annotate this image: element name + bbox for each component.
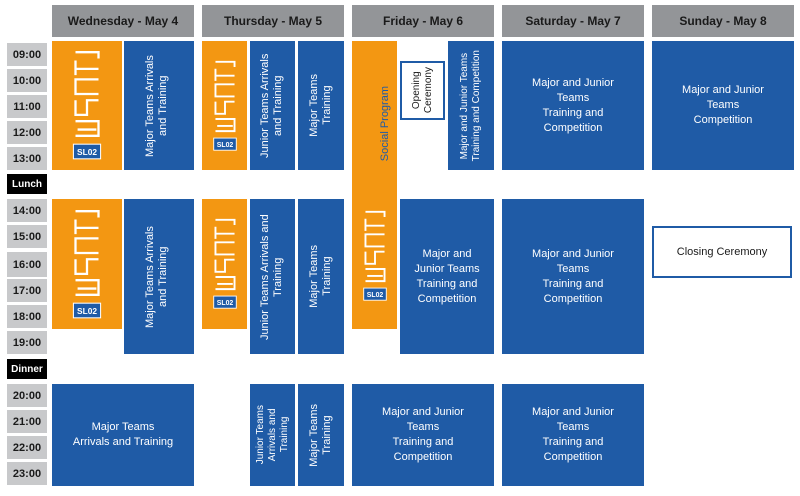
time-1200: 12:00 <box>7 121 47 144</box>
time-2100: 21:00 <box>7 410 47 433</box>
time-1100: 11:00 <box>7 95 47 118</box>
logo-badge-text: SL02 <box>77 305 97 316</box>
logo-graphic <box>212 51 238 161</box>
event-label-line2: Training <box>321 415 333 455</box>
day-header-sunday: Sunday - May 8 <box>652 5 794 37</box>
event-label-line1: Major and Junior <box>532 76 614 89</box>
event-label: Closing Ceremony <box>676 246 768 258</box>
time-1800: 18:00 <box>7 305 47 328</box>
event-label-line2: Teams <box>406 421 440 433</box>
event-label-line2: Teams <box>556 421 590 433</box>
event-label-line1: Major and Junior Teams <box>459 52 470 159</box>
event-label-line1: Junior Teams <box>254 405 266 465</box>
event-label-line2: Arrivals and <box>266 408 278 462</box>
event-label-line3: Training and <box>542 436 604 448</box>
event-label: Major Teams Arrivals and Training <box>144 225 169 328</box>
day-header-saturday: Saturday - May 7 <box>502 5 644 37</box>
event-label <box>308 404 334 467</box>
event-label: Major Teams Arrivals and Training <box>144 54 169 157</box>
event-label-line3: Training and <box>542 277 604 290</box>
tournament-logo-icon <box>70 48 104 163</box>
event-label-line1: Major Teams <box>308 74 320 137</box>
time-1900: 19:00 <box>7 331 47 354</box>
sun-closing-ceremony[interactable] <box>652 226 792 278</box>
event-label-line4: Competition <box>543 121 603 134</box>
time-0900: 09:00 <box>7 43 47 66</box>
time-1500: 15:00 <box>7 225 47 248</box>
fri-evening-event[interactable] <box>352 384 494 486</box>
wed-afternoon-logo-block <box>52 199 122 329</box>
tournament-logo-icon <box>70 207 104 322</box>
event-label-line3: Training <box>278 417 290 453</box>
event-label-line1: Major and Junior <box>532 406 614 418</box>
tournament-logo-icon <box>212 209 238 319</box>
fri-social-program[interactable] <box>352 41 397 329</box>
event-label-line4: Competition <box>543 451 603 463</box>
wed-morning-logo-block <box>52 41 122 170</box>
event-label-line2: Training <box>321 256 333 297</box>
event-label-line1: Major and Junior <box>532 247 614 260</box>
lunch-label: Lunch <box>7 174 47 194</box>
logo-badge-text: SL02 <box>366 292 383 300</box>
fri-social-logo <box>352 191 397 321</box>
logo-graphic <box>70 48 104 163</box>
thu-morning-logo-block <box>202 41 247 170</box>
event-label-line1: Major and Junior <box>682 84 764 96</box>
event-label-line4: Competition <box>417 292 477 305</box>
day-header-wednesday: Wednesday - May 4 <box>52 5 194 37</box>
tournament-logo-icon <box>212 51 238 161</box>
event-label-line1: Opening <box>410 71 422 110</box>
event-label <box>308 74 334 137</box>
event-label-line2: Teams <box>706 99 740 111</box>
thu-evening-junior-event[interactable] <box>250 384 295 486</box>
event-label-line1: Major Teams <box>308 245 320 308</box>
tournament-logo-icon <box>362 201 388 311</box>
fri-opening-ceremony[interactable] <box>400 61 445 120</box>
sat-evening-event[interactable] <box>502 384 644 486</box>
logo-badge-text: SL02 <box>77 147 97 158</box>
thu-evening-major-event[interactable] <box>298 384 344 486</box>
event-label: Junior Teams Arrivals and Training <box>258 53 284 158</box>
time-2000: 20:00 <box>7 384 47 407</box>
fri-morning-event[interactable] <box>448 41 494 170</box>
logo-badge-text: SL02 <box>216 300 233 308</box>
time-2200: 22:00 <box>7 436 47 459</box>
event-label-line1: Major Teams <box>91 421 155 433</box>
time-1700: 17:00 <box>7 279 47 302</box>
event-label-line3: Training and <box>542 106 604 119</box>
time-1300: 13:00 <box>7 147 47 170</box>
event-label-line3: Competition <box>693 114 753 126</box>
event-label-line2: Training and Competition <box>471 49 482 162</box>
event-label-line2: Teams <box>556 262 590 275</box>
logo-graphic <box>362 201 388 311</box>
event-label <box>459 50 483 161</box>
event-label-line2: Teams <box>556 91 590 104</box>
day-header-thursday: Thursday - May 5 <box>202 5 344 37</box>
event-label-line3: Training and <box>416 277 478 290</box>
thu-morning-major-event[interactable] <box>298 41 344 170</box>
wed-evening-event[interactable] <box>52 384 194 486</box>
event-label-line2: Training <box>321 85 333 126</box>
dinner-label: Dinner <box>7 359 47 379</box>
time-2300: 23:00 <box>7 462 47 485</box>
event-label-line2: Ceremony <box>422 67 434 114</box>
event-label <box>411 67 435 113</box>
thu-afternoon-logo-block <box>202 199 247 329</box>
event-label: Junior Teams Arrivals and Training <box>258 213 284 340</box>
logo-badge-text: SL02 <box>216 141 233 149</box>
sat-afternoon-event[interactable] <box>502 199 644 354</box>
sun-morning-event[interactable] <box>652 41 794 170</box>
social-program-label-wrap <box>374 59 396 189</box>
event-label-line4: Competition <box>393 451 453 463</box>
wed-morning-event[interactable] <box>124 41 194 170</box>
event-label-line1: Major Teams <box>308 403 320 467</box>
logo-graphic <box>212 209 238 319</box>
event-label-line2: Arrivals and Training <box>72 436 174 448</box>
time-1600: 16:00 <box>7 252 47 277</box>
event-label-line1: Major and Junior <box>382 406 464 418</box>
event-label <box>255 405 291 464</box>
sat-morning-event[interactable] <box>502 41 644 170</box>
event-label-line4: Competition <box>543 292 603 305</box>
wed-afternoon-event[interactable] <box>124 199 194 354</box>
event-label-line2: Junior Teams <box>414 262 480 275</box>
thu-morning-junior-event[interactable] <box>250 41 295 170</box>
time-1400: 14:00 <box>7 199 47 222</box>
event-label-line1: Major and <box>422 247 472 260</box>
thu-afternoon-junior-event[interactable] <box>250 199 295 354</box>
event-label <box>308 245 334 308</box>
day-header-friday: Friday - May 6 <box>352 5 494 37</box>
thu-afternoon-major-event[interactable] <box>298 199 344 354</box>
logo-graphic <box>70 207 104 322</box>
time-1000: 10:00 <box>7 69 47 92</box>
fri-afternoon-event[interactable] <box>400 199 494 354</box>
event-label-line3: Training and <box>392 436 454 448</box>
social-program-label: Social Program <box>378 86 391 162</box>
